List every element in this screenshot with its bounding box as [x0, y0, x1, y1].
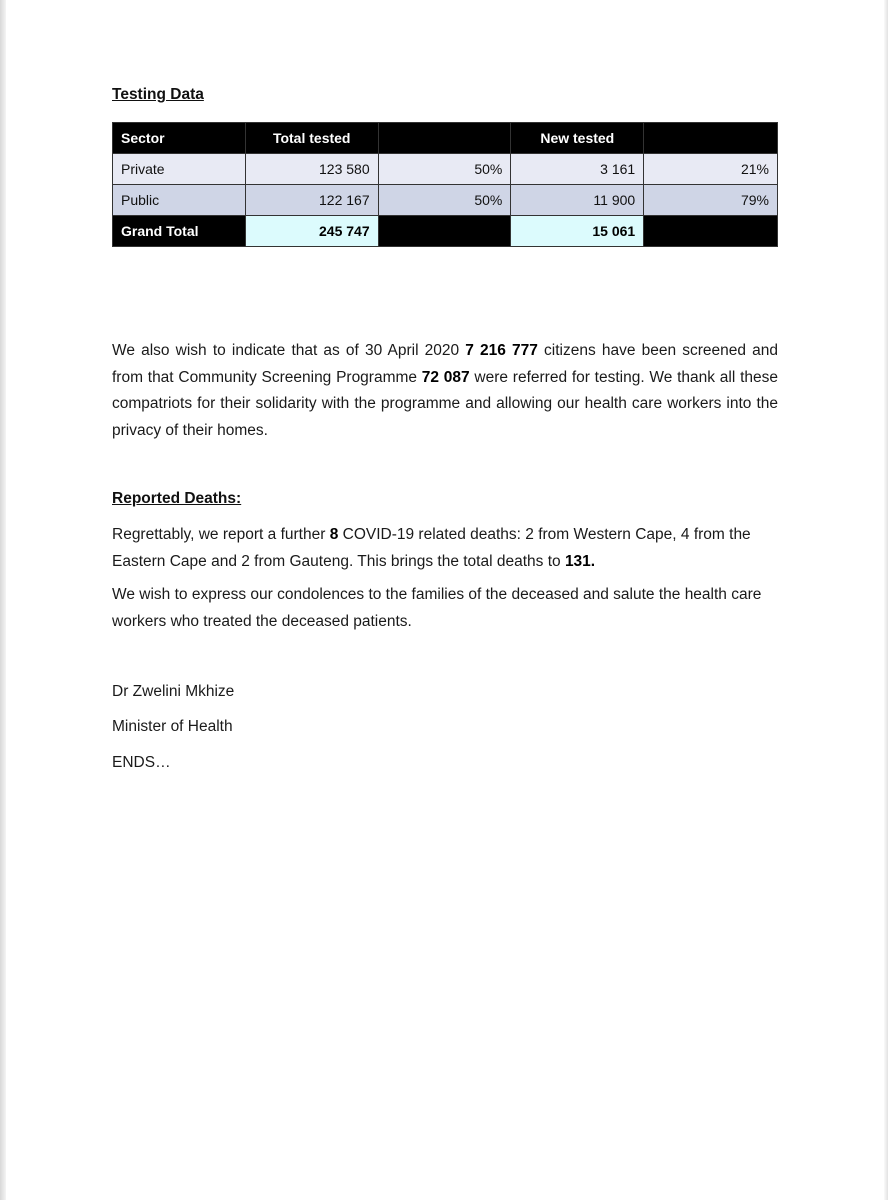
table-header-row — [113, 123, 778, 154]
testing-data-heading: Testing Data — [112, 86, 204, 103]
cell-sector: Private — [113, 154, 246, 185]
cell-total-pct: 50% — [378, 185, 511, 216]
table-row-private — [113, 154, 778, 185]
header-sector: Sector — [113, 123, 246, 154]
signature-name: Dr Zwelini Mkhize — [112, 683, 235, 700]
cell-new: 3 161 — [511, 154, 644, 185]
screened-count: 7 216 777 — [465, 342, 538, 359]
cell-new-pct: 79% — [644, 185, 778, 216]
table-row-public — [113, 185, 778, 216]
header-total-tested: Total tested — [245, 123, 378, 154]
header-new-tested: New tested — [511, 123, 644, 154]
cell-total-pct: 50% — [378, 154, 511, 185]
page-edge-right — [884, 0, 888, 1200]
screening-paragraph — [112, 338, 778, 444]
deaths-text-2: COVID-19 related deaths: 2 from Western Cape, 4 from the Eastern Cape and 2 from Gauteng. This brings the total deaths to — [112, 526, 751, 570]
cell-new: 11 900 — [511, 185, 644, 216]
cell-new-pct: 21% — [644, 154, 778, 185]
deaths-paragraph — [112, 522, 778, 575]
condolences-paragraph: We wish to express our condolences to the families of the deceased and salute the health care workers who treated the deceased patients. — [112, 586, 762, 630]
header-total-pct — [378, 123, 511, 154]
screening-text-3: were referred for testing. We thank all these compatriots for their solidarity with the programme and allowing our health care workers into the privacy of their homes. — [112, 368, 778, 439]
ends-marker: ENDS… — [112, 754, 171, 771]
cell-total: 123 580 — [245, 154, 378, 185]
signature-title: Minister of Health — [112, 718, 233, 735]
cell-total: 122 167 — [245, 185, 378, 216]
screening-text-2: citizens have been screened and from that Community Screening Programme — [112, 342, 778, 386]
cell-grand-total-new-pct-blank — [644, 216, 778, 247]
header-new-pct — [644, 123, 778, 154]
page-edge-left — [0, 0, 6, 1200]
new-deaths-count: 8 — [329, 526, 339, 543]
cell-sector: Public — [113, 185, 246, 216]
table-row-grand-total — [113, 216, 778, 247]
cell-grand-total-new: 15 061 — [511, 216, 644, 247]
total-deaths-count: 131. — [564, 552, 596, 570]
testing-data-table — [112, 122, 778, 247]
reported-deaths-heading: Reported Deaths: — [112, 490, 242, 507]
cell-grand-total-pct-blank — [378, 216, 511, 247]
screening-text-1: We also wish to indicate that as of 30 April 2020 — [112, 342, 466, 359]
referred-count: 72 087 — [421, 368, 470, 386]
deaths-text-1: Regrettably, we report a further — [112, 526, 330, 543]
cell-grand-total-label: Grand Total — [113, 216, 246, 247]
cell-grand-total-tested: 245 747 — [245, 216, 378, 247]
